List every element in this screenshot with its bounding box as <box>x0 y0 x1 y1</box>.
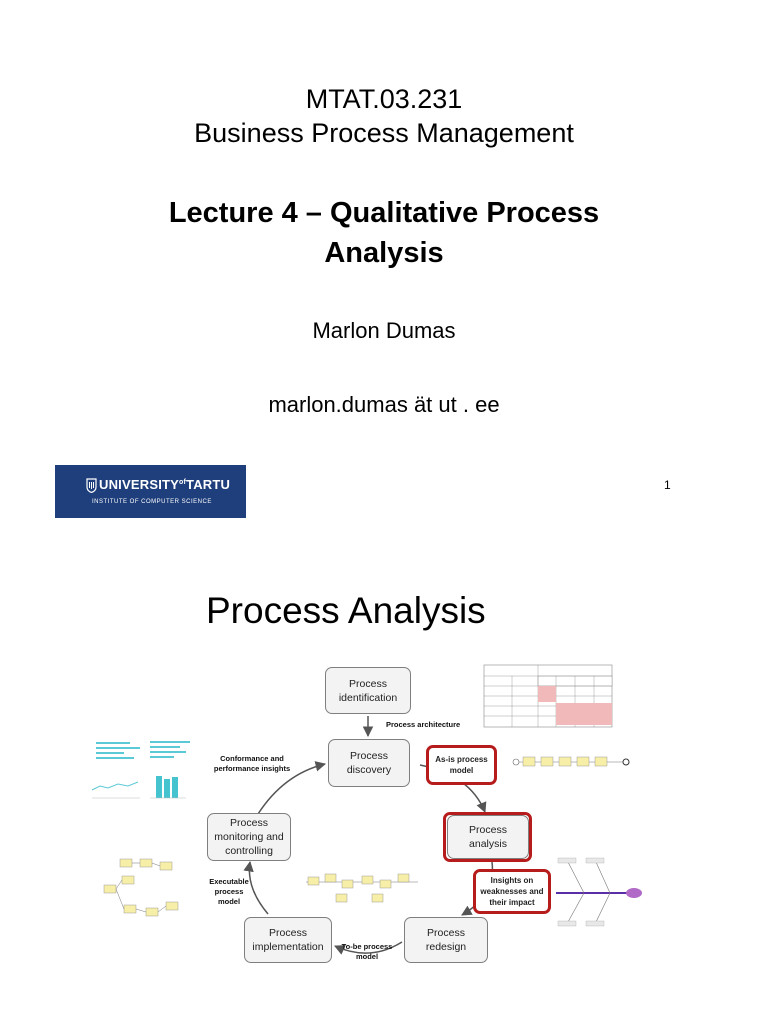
author-email: marlon.dumas ät ut . ee <box>268 392 500 417</box>
thumbnail-to-be-model <box>306 874 418 902</box>
logo-university-name: $UNIVERSITY^{of}TARTU$ <box>99 477 231 492</box>
analysis-highlight-frame <box>443 812 532 862</box>
as-is-model-highlight: As-is process model <box>426 745 497 785</box>
process-implementation-box: Process implementation <box>244 917 332 963</box>
course-title: Business Process Management <box>194 118 574 148</box>
process-monitoring-box: Process monitoring and controlling <box>207 813 291 861</box>
process-discovery-box: Process discovery <box>328 739 410 787</box>
author-name: Marlon Dumas <box>312 318 456 343</box>
lecture-title: Lecture 4 – Qualitative Process Analysis <box>168 197 600 269</box>
course-code: MTAT.03.231 <box>305 84 463 114</box>
executable-model-label: Executable process model <box>209 877 249 906</box>
insights-highlight: Insights on weaknesses and their impact <box>473 869 551 914</box>
page-number: 1 <box>664 478 671 492</box>
conformance-insights-label: Conformance and performance insights <box>213 754 291 773</box>
process-architecture-label: Process architecture <box>386 720 461 729</box>
logo-institute-name: INSTITUTE OF COMPUTER SCIENCE <box>92 499 212 505</box>
process-analysis-box: Process analysis <box>447 815 529 859</box>
thumbnail-dashboard-charts <box>88 738 190 798</box>
process-identification-box: Process identification <box>325 667 411 714</box>
process-redesign-box: Process redesign <box>404 917 488 963</box>
thumbnail-executable-model <box>100 858 182 916</box>
thumbnail-process-model-right <box>513 757 629 766</box>
thumbnail-matrix-table <box>484 665 612 727</box>
to-be-model-label: To-be process model <box>341 942 393 961</box>
thumbnail-fishbone-diagram <box>556 858 642 926</box>
slide-title: Process Analysis <box>206 590 486 631</box>
